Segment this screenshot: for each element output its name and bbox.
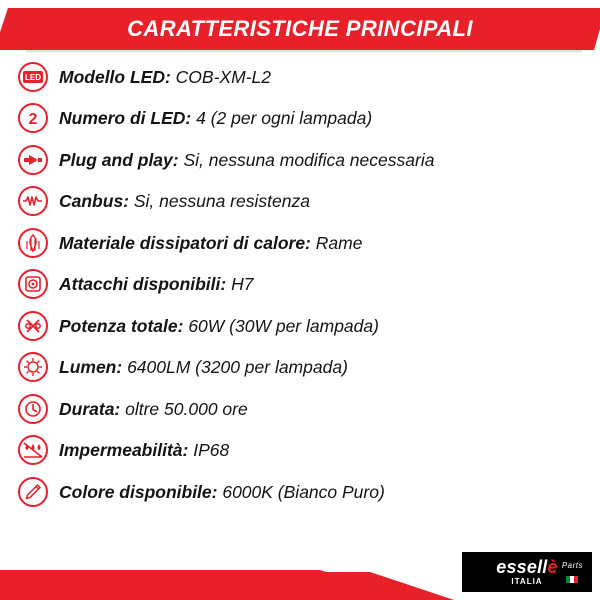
spec-text (59, 108, 372, 128)
waterproof-icon (18, 435, 48, 465)
spec-value: COB-XM-L2 (175, 66, 271, 87)
italy-flag-icon (566, 576, 578, 583)
spec-value: H7 (231, 274, 254, 295)
spec-value: Si, nessuna resistenza (133, 191, 310, 212)
list-item (0, 430, 600, 472)
brand-name-prefix: essell (496, 557, 548, 577)
list-item (0, 56, 600, 98)
list-item (0, 471, 600, 513)
resistor-icon (18, 186, 48, 216)
heatsink-icon (18, 228, 48, 258)
number-two-icon (18, 103, 48, 133)
spec-value: 4 (2 per ogni lampada) (196, 108, 373, 129)
brand-parts-label: Parts (561, 561, 583, 570)
bottom-red-shape-secondary (0, 572, 460, 600)
spec-text (59, 482, 385, 502)
color-pen-icon (18, 477, 48, 507)
list-item (0, 139, 600, 181)
list-item (0, 388, 600, 430)
spec-text (59, 191, 310, 211)
spec-label: Canbus: (59, 191, 134, 212)
spec-label: Impermeabilità: (59, 440, 194, 461)
power-bolt-icon (18, 311, 48, 341)
list-item (0, 264, 600, 306)
spec-text (59, 316, 379, 336)
spec-text (59, 233, 362, 253)
spec-label: Attacchi disponibili: (59, 274, 232, 295)
spec-label: Modello LED: (59, 66, 176, 87)
plug-icon (18, 145, 48, 175)
spec-text (59, 274, 253, 294)
spec-text (59, 440, 229, 460)
spec-label: Numero di LED: (59, 108, 197, 129)
list-item (0, 222, 600, 264)
list-item (0, 305, 600, 347)
spec-value: 6000K (Bianco Puro) (222, 481, 385, 502)
brand-name-accent: è (547, 557, 558, 577)
spec-value: 60W (30W per lampada) (188, 315, 379, 336)
spec-label: Materiale dissipatori di calore: (59, 232, 316, 253)
svg-text:2: 2 (28, 111, 38, 129)
spec-label: Colore disponibile: (59, 481, 223, 502)
banner-shadow (26, 50, 582, 54)
brightness-icon (18, 352, 48, 382)
list-item (0, 181, 600, 223)
brand-sub-label: ITALIA (511, 577, 543, 586)
spec-label: Lumen: (59, 357, 128, 378)
spec-label: Durata: (59, 398, 126, 419)
spec-label: Plug and play: (59, 149, 184, 170)
spec-value: 6400LM (3200 per lampada) (127, 357, 348, 378)
brand-logo (462, 552, 592, 592)
spec-text (59, 67, 271, 87)
header-banner (0, 8, 600, 50)
spec-value: oltre 50.000 ore (125, 398, 248, 419)
brand-name (496, 558, 557, 576)
list-item (0, 347, 600, 389)
spec-text (59, 150, 434, 170)
page-title: CARATTERISTICHE PRINCIPALI (127, 16, 473, 41)
svg-text:LED: LED (25, 72, 41, 82)
spec-value: IP68 (193, 440, 230, 461)
led-chip-icon (18, 62, 48, 92)
spec-value: Si, nessuna modifica necessaria (183, 149, 435, 170)
list-item (0, 98, 600, 140)
spec-label: Potenza totale: (59, 315, 189, 336)
spec-list (0, 56, 600, 513)
spec-text (59, 357, 348, 377)
spec-text (59, 399, 248, 419)
socket-icon (18, 269, 48, 299)
spec-value: Rame (315, 232, 363, 253)
clock-icon (18, 394, 48, 424)
